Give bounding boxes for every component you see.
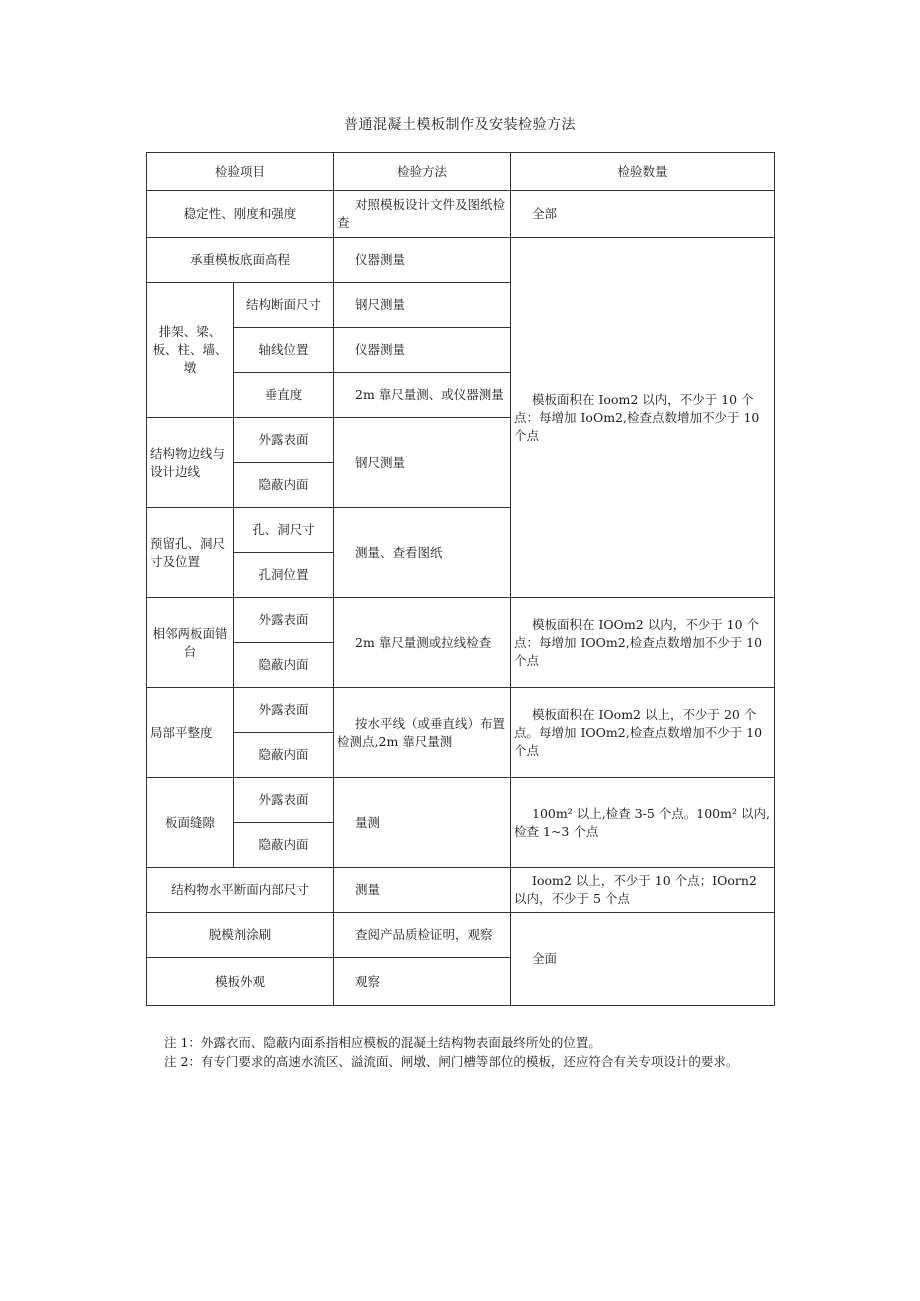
row-method: 量测 — [334, 778, 511, 868]
group-label: 板面缝隙 — [147, 778, 234, 868]
row-item: 模板外观 — [147, 958, 334, 1006]
page-title: 普通混凝土模板制作及安装检验方法 — [344, 117, 576, 133]
header-qty: 检验数量 — [511, 153, 775, 191]
row-qty-merged: 全面 — [511, 913, 775, 1006]
sub-item: 隐蔽内面 — [234, 823, 334, 868]
row-method: 2m 靠尺量测或拉线检查 — [334, 598, 511, 688]
row-method: 测量、查看图纸 — [334, 508, 511, 598]
sub-item: 隐蔽内面 — [234, 643, 334, 688]
row-item: 稳定性、刚度和强度 — [147, 191, 334, 238]
inspection-table — [146, 152, 775, 1006]
header-method: 检验方法 — [334, 153, 511, 191]
row-method: 对照模板设计文件及图纸检查 — [334, 191, 511, 238]
sub-item: 轴线位置 — [234, 328, 334, 373]
table-row — [147, 913, 775, 958]
table-row — [147, 598, 775, 643]
sub-item: 外露表面 — [234, 598, 334, 643]
row-qty: Ioom2 以上，不少于 10 个点；IOorn2 以内，不少于 5 个点 — [511, 868, 775, 913]
row-method: 钢尺测量 — [334, 418, 511, 508]
table-row — [147, 238, 775, 283]
table-row — [147, 778, 775, 823]
row-qty: 全部 — [511, 191, 775, 238]
row-qty: 模板面积在 IOOm2 以内，不少于 10 个点：每增加 IOOm2,检查点数增加不少于 10 个点 — [511, 598, 775, 688]
group-label: 排架、梁、板、柱、墙、墩 — [147, 283, 234, 418]
sub-item: 孔洞位置 — [234, 553, 334, 598]
sub-item: 孔、洞尺寸 — [234, 508, 334, 553]
note-1: 注 1：外露衣而、隐蔽内面系指相应模板的混凝土结构物表面最终所处的位置。 — [164, 1035, 601, 1050]
group-label: 预留孔、洞尺寸及位置 — [147, 508, 234, 598]
row-method: 钢尺测量 — [334, 283, 511, 328]
sub-item: 隐蔽内面 — [234, 463, 334, 508]
sub-item: 垂直度 — [234, 373, 334, 418]
table-header-row — [147, 153, 775, 191]
table-row — [147, 868, 775, 913]
group-label: 相邻两板面错台 — [147, 598, 234, 688]
table-row — [147, 688, 775, 733]
row-qty-merged: 模板面积在 Ioom2 以内，不少于 10 个点：每增加 IoOm2,检查点数增加不少于 10 个点 — [511, 238, 775, 598]
sub-item: 结构断面尺寸 — [234, 283, 334, 328]
row-method: 仪器测量 — [334, 238, 511, 283]
row-qty: 模板面积在 IOom2 以上，不少于 20 个点。每增加 IOOm2,检查点数增加不少于 10 个点 — [511, 688, 775, 778]
sub-item: 外露表面 — [234, 688, 334, 733]
row-item: 脱模剂涂刷 — [147, 913, 334, 958]
row-method: 观察 — [334, 958, 511, 1006]
row-method: 2m 靠尺量测、或仪器测量 — [334, 373, 511, 418]
row-method: 查阅产品质检证明，观察 — [334, 913, 511, 958]
group-label: 局部平整度 — [147, 688, 234, 778]
row-item: 结构物水平断面内部尺寸 — [147, 868, 334, 913]
note-2: 注 2：有专门要求的高速水流区、溢流面、闸墩、闸门槽等部位的模板，还应符合有关专项设计的要求。 — [164, 1054, 739, 1069]
sub-item: 外露表面 — [234, 778, 334, 823]
sub-item: 隐蔽内面 — [234, 733, 334, 778]
row-method: 仪器测量 — [334, 328, 511, 373]
row-item: 承重模板底面高程 — [147, 238, 334, 283]
table-row — [147, 191, 775, 238]
row-qty: 100m² 以上,检查 3-5 个点。100m² 以内,检查 1~3 个点 — [511, 778, 775, 868]
row-method: 按水平线（或垂直线）布置检测点,2m 靠尺量测 — [334, 688, 511, 778]
sub-item: 外露表面 — [234, 418, 334, 463]
group-label: 结构物边线与设计边线 — [147, 418, 234, 508]
header-item: 检验项目 — [147, 153, 334, 191]
notes — [146, 1033, 774, 1071]
row-method: 测量 — [334, 868, 511, 913]
